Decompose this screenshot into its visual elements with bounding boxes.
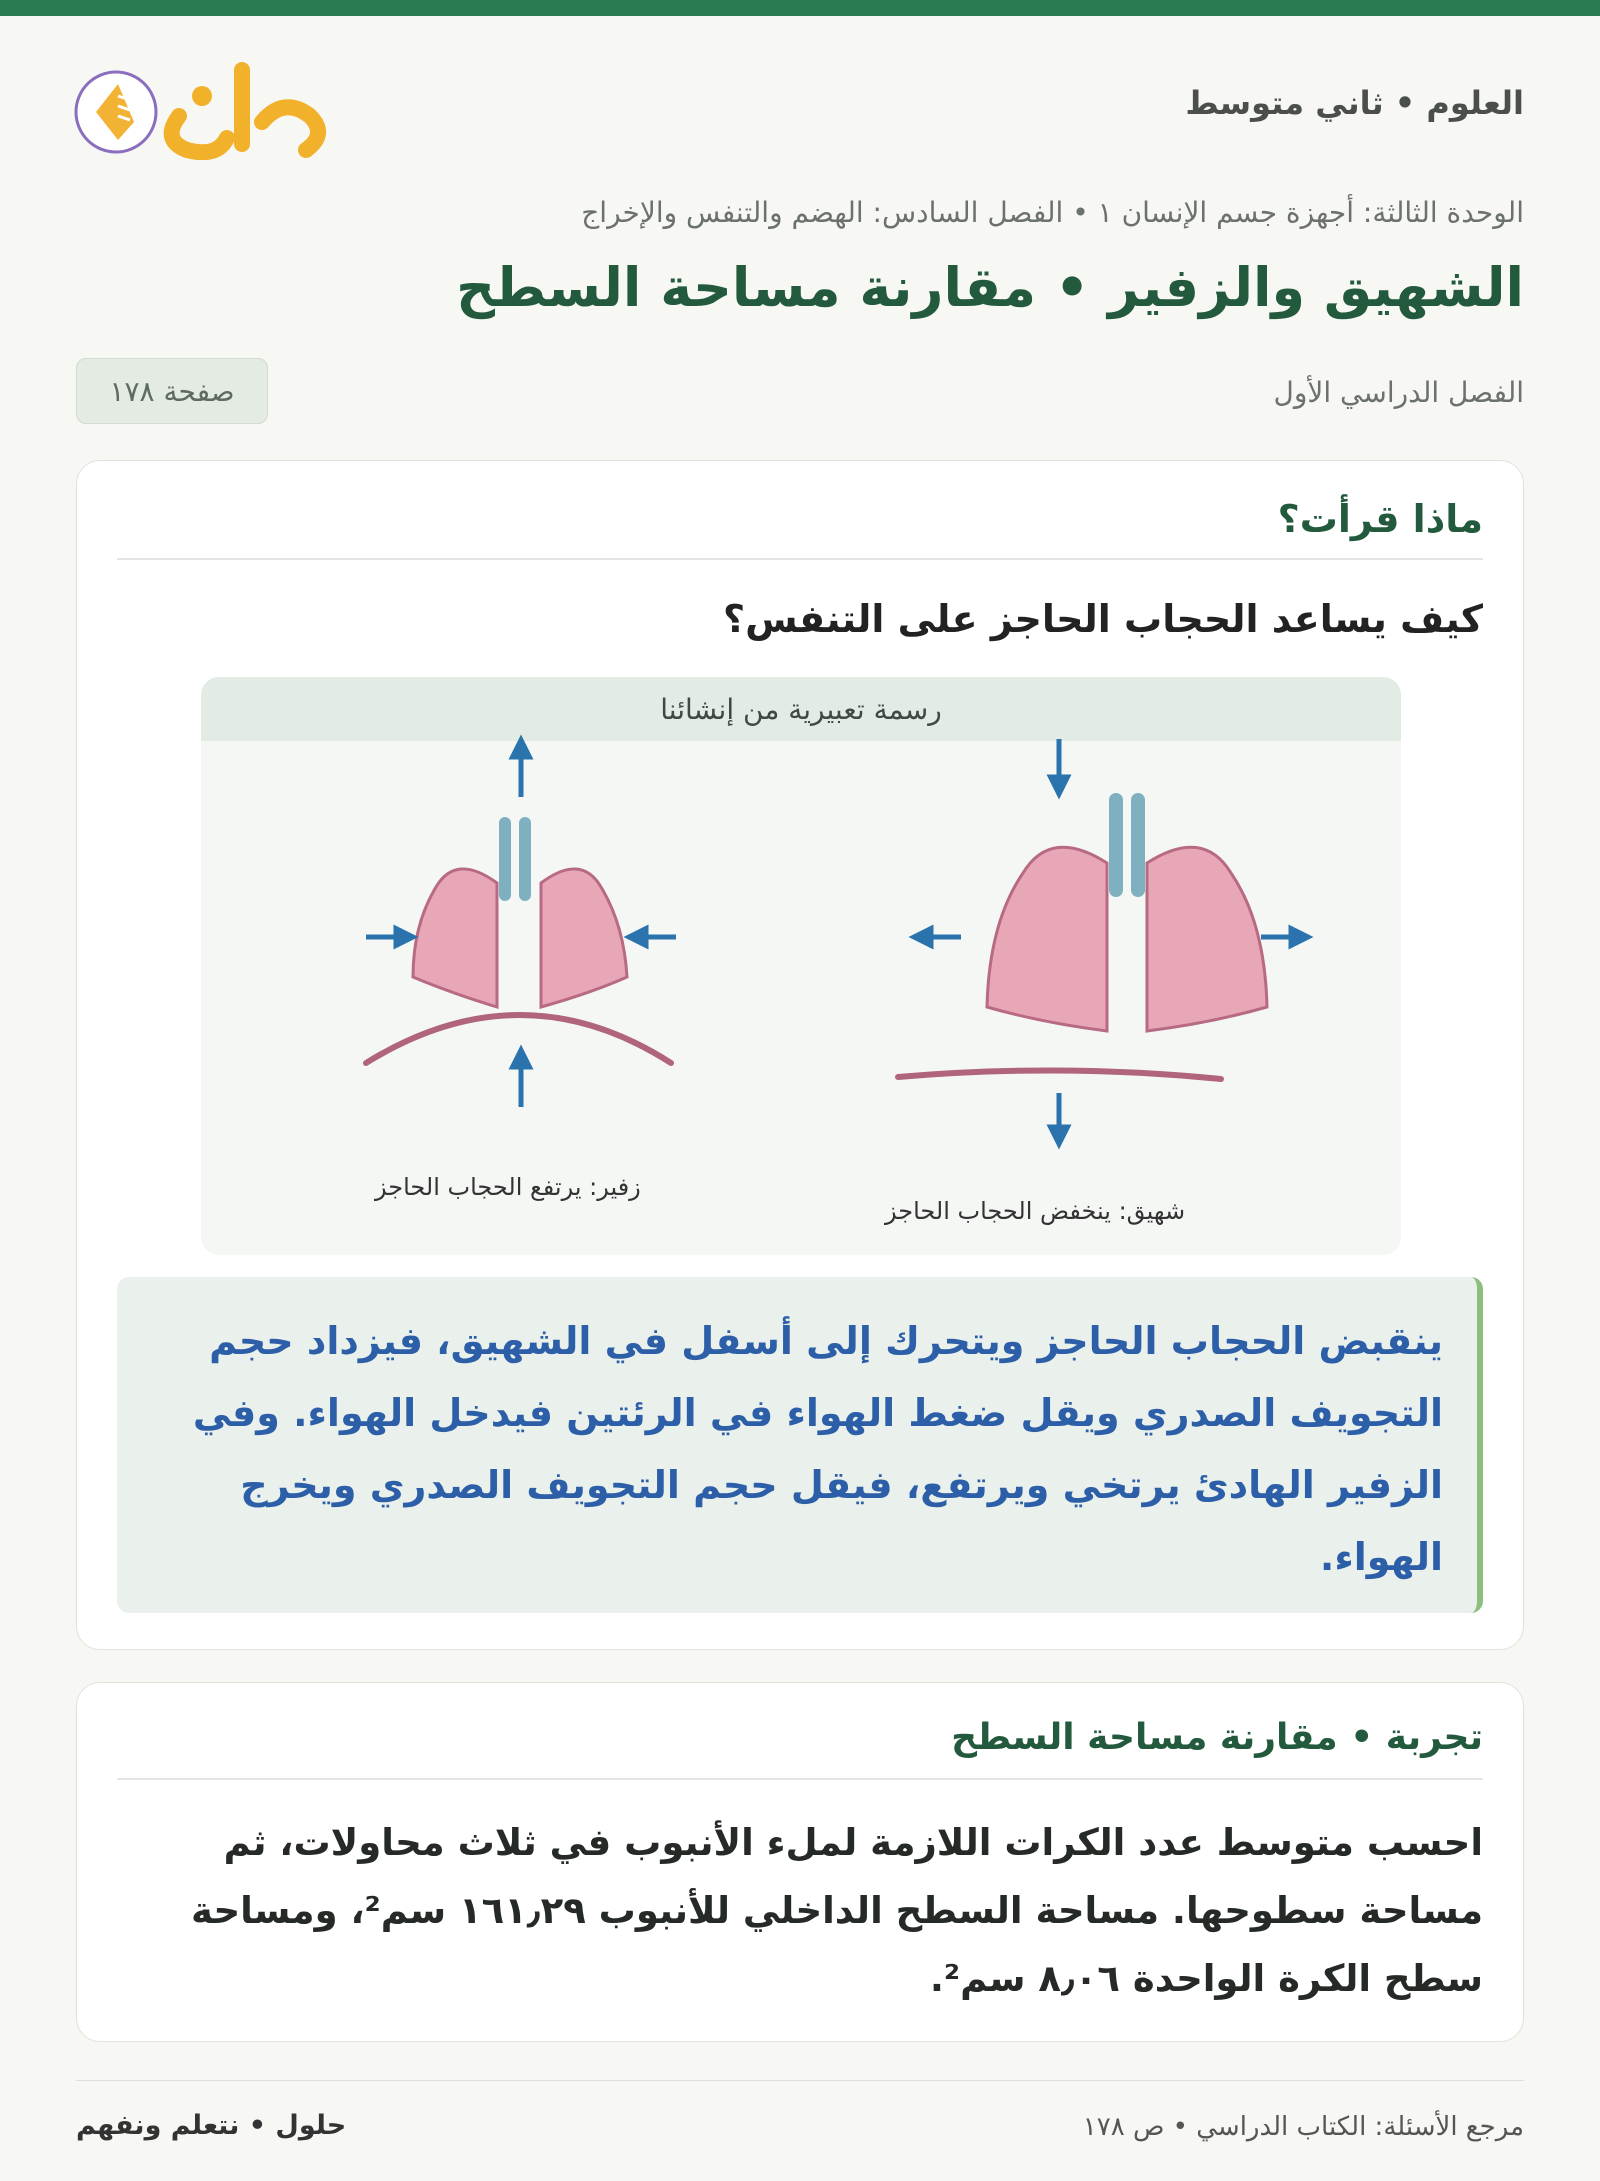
footer-brand: حلول • نتعلم ونفهم bbox=[76, 2110, 347, 2141]
inhale-left-lung bbox=[987, 847, 1107, 1031]
answer-text: ينقبض الحجاب الحاجز ويتحرك إلى أسفل في الشهيق، فيزداد حجم التجويف الصدري ويقل ضغط الهواء في الرئتين فيدخل الهواء. وفي الزفير الهادئ يرتخي ويرتفع، فيقل حجم التجويف الصدري ويخرج الهواء. bbox=[192, 1319, 1443, 1579]
inhale-lungs bbox=[898, 739, 1301, 1137]
footer-reference: مرجع الأسئلة: الكتاب الدراسي • ص ١٧٨ bbox=[1082, 2112, 1524, 2142]
inhale-caption: شهيق: ينخفض الحجاب الحاجز bbox=[885, 1197, 1186, 1225]
experiment-heading: تجربة • مقارنة مساحة السطح bbox=[951, 1717, 1483, 1758]
footer-divider bbox=[76, 2080, 1524, 2081]
diaphragm-illustration bbox=[201, 677, 1401, 1255]
page-number-badge: صفحة ١٧٨ bbox=[76, 358, 268, 424]
what-did-you-read-card bbox=[76, 460, 1524, 1650]
exhale-caption: زفير: يرتفع الحجاب الحاجز bbox=[375, 1173, 641, 1201]
answer-box bbox=[117, 1277, 1483, 1613]
illustration-label: رسمة تعبيرية من إنشائنا bbox=[201, 677, 1401, 741]
page-title: الشهيق والزفير • مقارنة مساحة السطح bbox=[456, 256, 1524, 319]
brand-logo[interactable] bbox=[74, 56, 334, 160]
exhale-lungs bbox=[366, 747, 676, 1107]
top-accent-bar bbox=[0, 0, 1600, 16]
section-heading: ماذا قرأت؟ bbox=[1277, 497, 1483, 541]
divider bbox=[117, 1778, 1483, 1780]
logo-icon bbox=[74, 56, 334, 160]
lungs-diagram bbox=[201, 677, 1401, 1255]
inhale-diaphragm bbox=[898, 1070, 1221, 1079]
unit-breadcrumb: الوحدة الثالثة: أجهزة جسم الإنسان ١ • الفصل السادس: الهضم والتنفس والإخراج bbox=[581, 196, 1524, 229]
experiment-card bbox=[76, 1682, 1524, 2042]
divider bbox=[117, 558, 1483, 560]
exhale-diaphragm bbox=[366, 1015, 671, 1063]
experiment-text: احسب متوسط عدد الكرات اللازمة لملء الأنبوب في ثلاث محاولات، ثم مساحة سطوحها. مساحة السطح الداخلي للأنبوب ١٦١٫٢٩ سم²، ومساحة سطح الكرة الواحدة ٨٫٠٦ سم². bbox=[191, 1821, 1483, 2000]
question-text: كيف يساعد الحجاب الحاجز على التنفس؟ bbox=[723, 597, 1483, 641]
term-label: الفصل الدراسي الأول bbox=[1273, 376, 1524, 409]
exhale-left-lung bbox=[413, 869, 497, 1007]
inhale-right-lung bbox=[1147, 847, 1267, 1031]
subject-label: العلوم • ثاني متوسط bbox=[1185, 84, 1524, 122]
exhale-right-lung bbox=[541, 869, 627, 1007]
